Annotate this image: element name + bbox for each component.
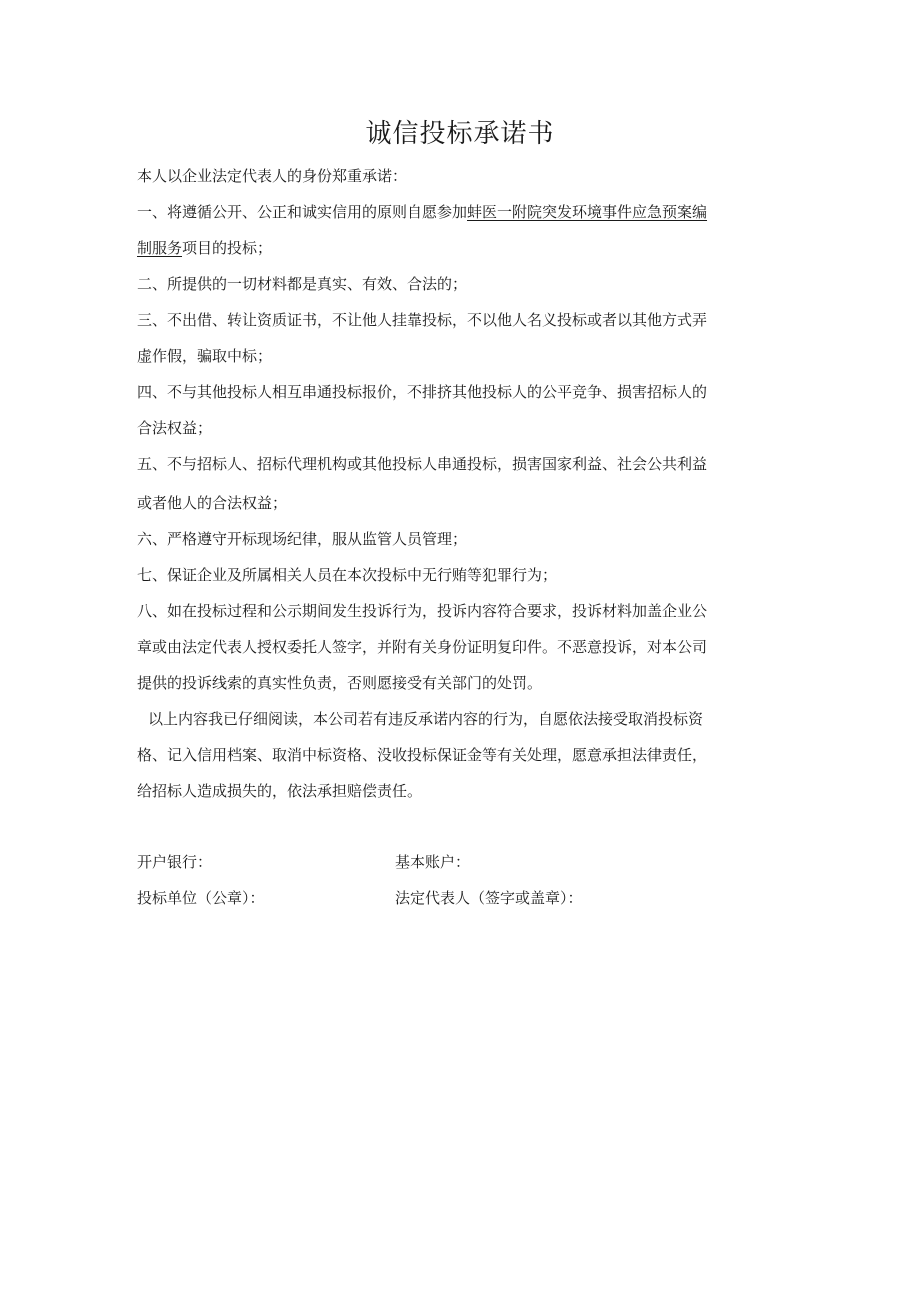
item-3-line-1: 三、不出借、转让资质证书，不让他人挂靠投标，不以他人名义投标或者以其他方式弄 (137, 311, 708, 329)
item-8-line-1: 八、如在投标过程和公示期间发生投诉行为，投诉内容符合要求，投诉材料加盖企业公 (137, 602, 708, 620)
item-7-line: 七、保证企业及所属相关人员在本次投标中无行贿等犯罪行为； (137, 566, 558, 584)
item-8-line-3: 提供的投诉线索的真实性负责，否则愿接受有关部门的处罚。 (137, 674, 543, 692)
bank-label: 开户银行： (137, 853, 213, 871)
item-1-line-2 (137, 230, 785, 266)
legal-representative-label: 法定代表人（签字或盖章）： (395, 889, 583, 907)
project-name-part-2: 制服务 (137, 239, 183, 257)
item-3-line-2: 虚作假，骗取中标； (137, 347, 273, 365)
item-5-line-1: 五、不与招标人、招标代理机构或其他投标人串通投标，损害国家利益、社会公共利益 (137, 455, 708, 473)
item-8-line-2: 章或由法定代表人授权委托人签字，并附有关身份证明复印件。不恶意投诉，对本公司 (137, 638, 708, 656)
closing-line-2: 格、记入信用档案、取消中标资格、没收投标保证金等有关处理，愿意承担法律责任， (137, 746, 708, 764)
bidder-seal-label: 投标单位（公章）： (137, 889, 265, 907)
item-4-line-1: 四、不与其他投标人相互串通投标报价，不排挤其他投标人的公平竞争、损害招标人的 (137, 383, 708, 401)
item-1-tail: 项目的投标； (182, 239, 273, 257)
item-1-line-1 (137, 194, 785, 230)
item-4-line-2: 合法权益； (137, 419, 213, 437)
item-6-line: 六、严格遵守开标现场纪律，服从监管人员管理； (137, 530, 468, 548)
document-title: 诚信投标承诺书 (365, 119, 555, 149)
item-2-line: 二、所提供的一切材料都是真实、有效、合法的； (137, 275, 468, 293)
intro-line: 本人以企业法定代表人的身份郑重承诺： (137, 167, 408, 185)
item-1-text: 一、将遵循公开、公正和诚实信用的原则自愿参加 (137, 203, 468, 221)
account-label: 基本账户： (395, 853, 471, 871)
document-body (137, 158, 785, 809)
project-name-part-1: 蚌医一附院突发环境事件应急预案编 (467, 203, 708, 221)
closing-line-3: 给招标人造成损失的，依法承担赔偿责任。 (137, 782, 423, 800)
item-5-line-2: 或者他人的合法权益； (137, 494, 288, 512)
closing-line-1: 以上内容我已仔细阅读，本公司若有违反承诺内容的行为，自愿依法接受取消投标资 (148, 710, 704, 728)
